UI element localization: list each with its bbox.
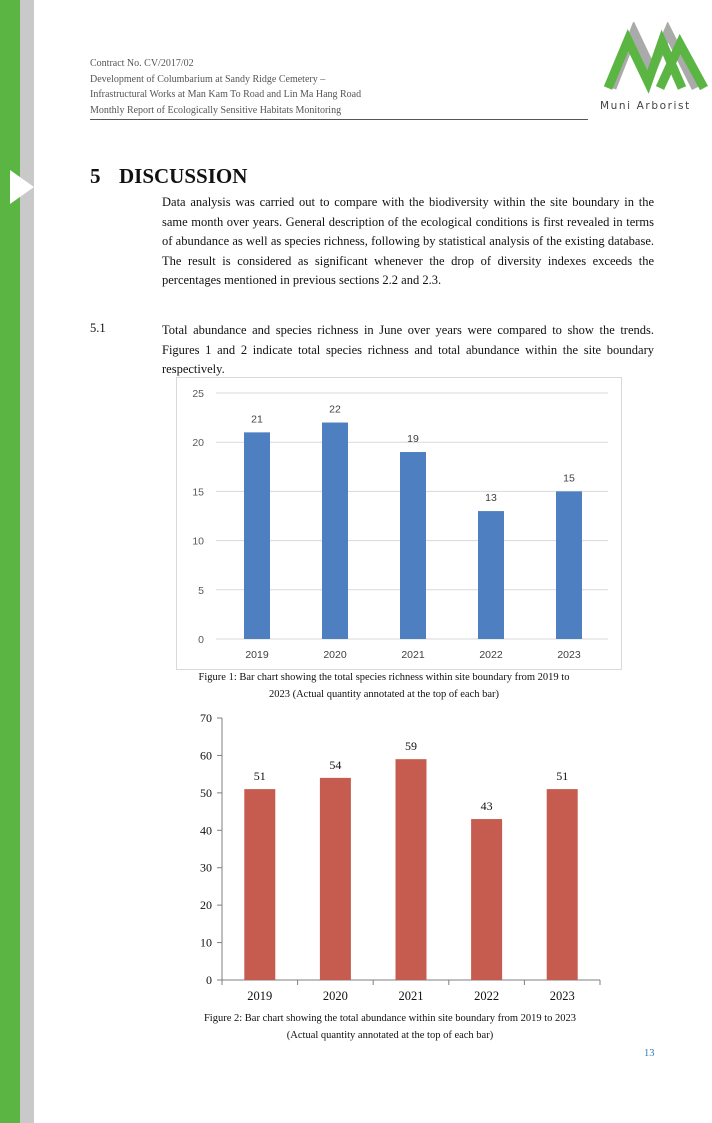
bar [556, 491, 582, 639]
x-tick-label: 2020 [322, 989, 348, 1003]
x-tick-label: 2023 [557, 649, 581, 661]
figure-1-caption-line1: Figure 1: Bar chart showing the total species richness within site boundary from 2019 to [198, 672, 570, 683]
data-label: 51 [253, 769, 266, 784]
y-tick-label: 20 [200, 898, 212, 913]
subsection-paragraph: Total abundance and species richness in June over years were compared to show the trends. Figures 1 and 2 indicate total species richness and total abundance within the site boundary respectively. [162, 323, 654, 377]
figure-2-caption-line2: (Actual quantity annotated at the top of each bar) [286, 1029, 494, 1041]
y-tick-label: 70 [200, 711, 212, 725]
header-contract: Contract No. CV/2017/02 [90, 58, 194, 69]
y-tick-label: 10 [192, 535, 204, 548]
y-tick-label: 20 [192, 437, 204, 450]
abundance-chart [190, 708, 610, 1006]
figure-2-caption [170, 1011, 610, 1044]
y-tick-label: 50 [200, 785, 212, 800]
data-label: 59 [405, 739, 417, 754]
x-tick-label: 2022 [474, 989, 500, 1003]
bar [547, 789, 578, 980]
margin-stripe-green [0, 0, 20, 1123]
x-tick-label: 2022 [479, 649, 503, 661]
margin-notch [10, 170, 34, 204]
page-header [90, 56, 588, 120]
figure-2-caption-line1: Figure 2: Bar chart showing the total abundance within site boundary from 2019 to 2023 [203, 1013, 577, 1024]
data-label: 43 [480, 799, 493, 814]
company-logo [600, 22, 710, 118]
data-label: 54 [329, 757, 342, 772]
y-tick-label: 40 [200, 823, 212, 838]
x-tick-label: 2019 [247, 989, 273, 1003]
figure-1-caption-line2: 2023 (Actual quantity annotated at the top of each bar) [268, 688, 500, 700]
y-tick-label: 0 [198, 634, 204, 646]
data-label: 19 [407, 433, 419, 446]
bar [400, 452, 426, 639]
data-label: 51 [556, 769, 569, 784]
header-works: Infrastructural Works at Man Kam To Road and Lin Ma Hang Road [90, 89, 362, 101]
data-label: 21 [251, 413, 263, 426]
section-heading [90, 164, 247, 189]
x-tick-label: 2021 [401, 649, 425, 661]
section-number: 5 [90, 164, 101, 188]
bar [244, 789, 275, 980]
data-label: 15 [563, 472, 575, 485]
x-tick-label: 2020 [323, 649, 347, 661]
data-label: 13 [485, 492, 497, 505]
data-label: 22 [329, 403, 341, 416]
species-richness-chart [176, 377, 622, 670]
x-tick-label: 2023 [549, 989, 575, 1003]
bar [322, 423, 348, 639]
figure-1-caption [160, 670, 608, 703]
bar [471, 819, 502, 980]
subsection-number: 5.1 [90, 321, 106, 335]
x-tick-label: 2021 [398, 989, 424, 1003]
y-tick-label: 0 [206, 973, 212, 987]
page-number: 13 [644, 1048, 655, 1059]
section-title: DISCUSSION [119, 164, 248, 188]
header-project: Development of Columbarium at Sandy Ridge Cemetery – [90, 73, 326, 85]
y-tick-label: 10 [200, 935, 212, 950]
bar [244, 432, 270, 639]
bar [396, 759, 427, 980]
logo-text: Muni Arborist [600, 100, 691, 112]
margin-stripe-gray [20, 0, 34, 1123]
bar [478, 511, 504, 639]
logo-mountain-icon [604, 22, 708, 94]
chart-frame [177, 378, 622, 670]
header-report: Monthly Report of Ecologically Sensitive Habitats Monitoring [90, 104, 342, 116]
y-tick-label: 25 [192, 388, 204, 400]
y-tick-label: 15 [192, 486, 204, 499]
y-tick-label: 5 [198, 584, 204, 597]
y-tick-label: 60 [200, 748, 212, 763]
intro-paragraph: Data analysis was carried out to compare with the biodiversity within the site boundary in the same month over years. General description of the ecological conditions is first revealed in terms of abundance as well as species richness, following by statistical analysis of the existing database. The result is considered as significant whenever the drop of diversity indexes exceeds the percentages mentioned in previous sections 2.2 and 2.3. [162, 195, 654, 288]
y-tick-label: 30 [200, 860, 212, 875]
bar [320, 778, 351, 980]
x-tick-label: 2019 [245, 649, 269, 661]
